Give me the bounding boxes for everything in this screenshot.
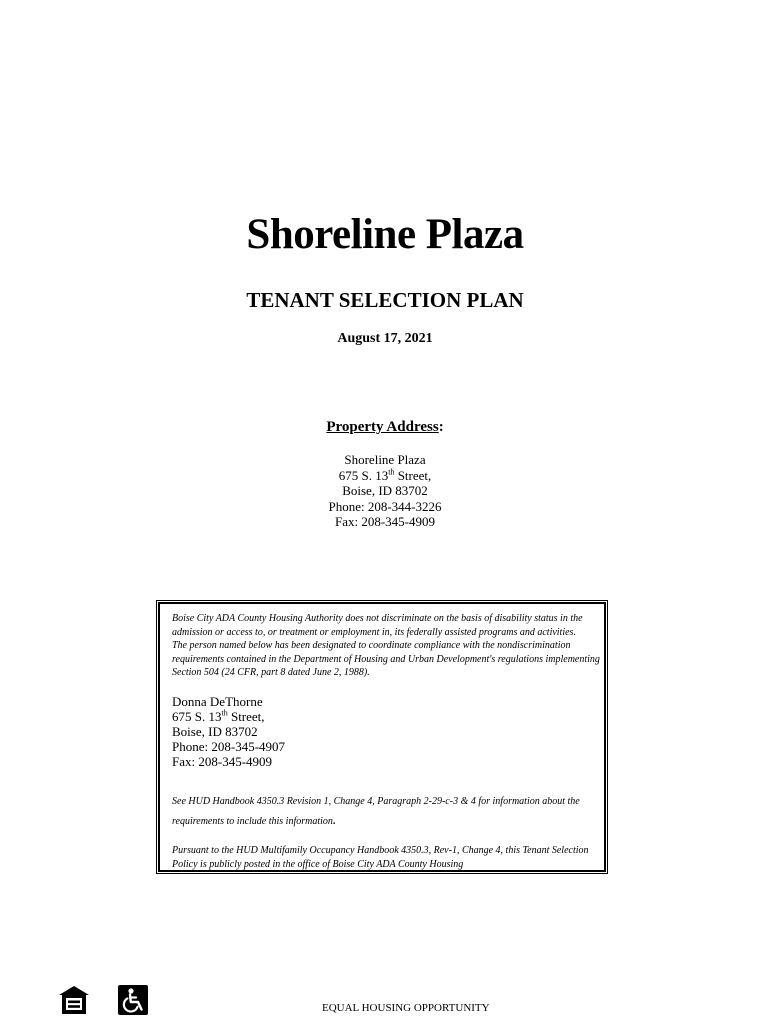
coordinator-phone: Phone: 208-345-4907 — [172, 738, 286, 754]
hud-handbook-note-text: See HUD Handbook 4350.3 Revision 1, Change 4, Paragraph 2-29-c-3 & 4 for information about the requirements to include this information — [172, 795, 580, 827]
wheelchair-accessibility-icon — [118, 985, 148, 1015]
property-street-ordinal: th — [388, 467, 395, 477]
notice-paragraph-2: The person named below has been designated to coordinate compliance with the nondiscrimination requirements contained in the Department of Housing and Urban Development's regulations implementing Section 504 (24 CFR, part 8 dated June 2, 1988). — [172, 640, 600, 678]
property-address-heading-colon: : — [438, 419, 444, 435]
property-address-heading-label: Property Address — [326, 419, 439, 435]
notice-paragraph-1: Boise City ADA County Housing Authority does not discriminate on the basis of disability status in the admission or access to, or treatment or employment in, its federally assisted programs and activities. — [172, 613, 583, 638]
property-address-block — [0, 452, 770, 530]
document-title: Shoreline Plaza — [246, 211, 524, 258]
property-street-name: Street, — [394, 467, 432, 483]
coordinator-city: Boise, ID 83702 — [172, 723, 258, 739]
document-subtitle: TENANT SELECTION PLAN — [246, 288, 524, 312]
property-name: Shoreline Plaza — [344, 452, 426, 467]
hud-handbook-note — [172, 792, 602, 832]
coordinator-street-number: 675 S. 13 — [172, 708, 222, 724]
coordinator-street-ordinal: th — [221, 708, 228, 718]
property-street-number: 675 S. 13 — [338, 467, 389, 483]
equal-housing-icon — [59, 985, 89, 1015]
coordinator-street — [172, 709, 602, 724]
coordinator-fax: Fax: 208-345-4909 — [172, 753, 273, 769]
wheelchair-accessibility-icon-graphic — [118, 985, 148, 1015]
equal-housing-opportunity-text: EQUAL HOUSING OPPORTUNITY — [322, 1002, 490, 1014]
coordinator-street-name: Street, — [227, 708, 265, 724]
property-phone: Phone: 208-344-3226 — [328, 498, 442, 514]
property-street — [0, 468, 770, 484]
pursuant-statement: Pursuant to the HUD Multifamily Occupancy Handbook 4350.3, Rev-1, Change 4, this Tenant Selection Policy is publicly posted in the office of Boise City ADA County Housing — [172, 844, 589, 870]
property-address-heading — [0, 419, 770, 436]
hud-handbook-note-period: . — [332, 815, 336, 827]
coordinator-name: Donna DeThorne — [172, 693, 263, 709]
notice-content — [172, 612, 602, 872]
nondiscrimination-notice-box — [156, 600, 608, 874]
property-city: Boise, ID 83702 — [342, 483, 428, 498]
document-date: August 17, 2021 — [337, 331, 433, 346]
equal-housing-icon-graphic — [59, 985, 89, 1015]
property-fax: Fax: 208-345-4909 — [334, 514, 436, 529]
coordinator-contact — [172, 694, 602, 769]
